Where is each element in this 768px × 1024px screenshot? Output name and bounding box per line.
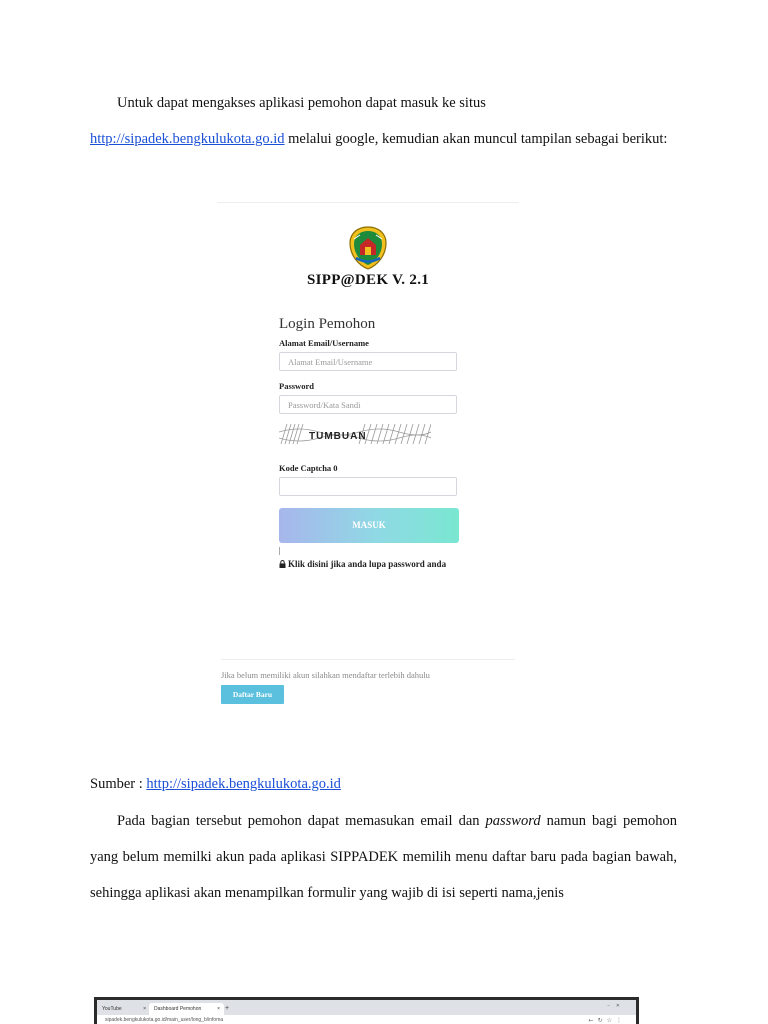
forgot-password-link[interactable] — [279, 557, 454, 572]
close-icon[interactable]: × — [217, 1006, 220, 1012]
screenshot-top-border — [217, 202, 519, 203]
toolbar-icons[interactable] — [589, 1017, 626, 1024]
text-cursor — [279, 547, 280, 555]
url-text: sipadek.bengkulukota.go.id/main_user/long_b/infoma — [105, 1017, 224, 1023]
tab-2-label: Dashboard Pemohon — [154, 1006, 202, 1012]
login-form — [279, 316, 459, 572]
captcha-input[interactable] — [279, 477, 457, 496]
site-link[interactable]: http://sipadek.bengkulukota.go.id — [90, 131, 285, 147]
explanation-paragraph — [90, 803, 677, 911]
browser-tab-2[interactable] — [149, 1003, 224, 1015]
intro-text-2: melalui google, kemudian akan muncul tampilan sebagai berikut: — [284, 131, 668, 147]
captcha-label: Kode Captcha 0 — [279, 463, 338, 473]
forgot-password-text: Klik disini jika anda lupa password anda — [288, 559, 447, 569]
tab-1-label: YouTube — [102, 1006, 122, 1012]
app-title: SIPP@DEK V. 2.1 — [306, 272, 430, 288]
login-screenshot — [217, 200, 519, 710]
source-label: Sumber : — [90, 776, 147, 792]
new-tab-icon[interactable]: + — [225, 1005, 230, 1012]
browser-chrome — [97, 1000, 636, 1024]
captcha-image — [279, 422, 431, 446]
login-form-title: Login Pemohon — [279, 316, 376, 332]
email-input[interactable]: Alamat Email/Username — [279, 352, 457, 371]
password-label: Password — [279, 381, 314, 391]
footer-divider — [221, 659, 515, 660]
password-input[interactable]: Password/Kata Sandi — [279, 395, 457, 414]
source-link[interactable]: http://sipadek.bengkulukota.go.id — [146, 776, 341, 792]
register-note: Jika belum memiliki akun silahkan mendaftar terlebih dahulu — [221, 670, 430, 680]
browser-tab-1[interactable] — [97, 1003, 150, 1015]
password-emphasis: password — [485, 813, 541, 829]
window-controls[interactable]: –✕ — [607, 1003, 626, 1009]
explanation-text-1: Pada bagian tersebut pemohon dapat memasukan email dan — [117, 813, 486, 829]
star-icon[interactable]: ☆ — [606, 1017, 616, 1024]
masuk-button[interactable]: MASUK — [279, 508, 459, 543]
address-bar[interactable] — [97, 1015, 636, 1024]
browser-screenshot — [94, 997, 639, 1024]
close-icon[interactable]: × — [143, 1006, 146, 1012]
daftar-baru-button[interactable]: Daftar Baru — [221, 685, 284, 704]
email-label: Alamat Email/Username — [279, 338, 369, 348]
back-icon[interactable]: ← — [588, 1017, 598, 1024]
captcha-text: TUMBUAN — [309, 431, 367, 442]
reload-icon[interactable]: ↻ — [597, 1017, 607, 1024]
explanation-text-2: namun bagi pemohon yang belum memilki akun pada aplikasi SIPPADEK memilih menu daftar baru pada bagian bawah, sehingga aplikasi akan menampilkan formulir yang wajib di isi seperti nama,jenis — [90, 813, 677, 901]
menu-icon[interactable]: ⋮ — [616, 1017, 626, 1024]
lock-icon — [279, 560, 286, 568]
city-emblem-icon — [346, 225, 390, 271]
intro-text-1: Untuk dapat mengakses aplikasi pemohon dapat masuk ke situs — [117, 95, 486, 111]
intro-paragraph — [90, 85, 677, 157]
source-line — [90, 766, 677, 802]
